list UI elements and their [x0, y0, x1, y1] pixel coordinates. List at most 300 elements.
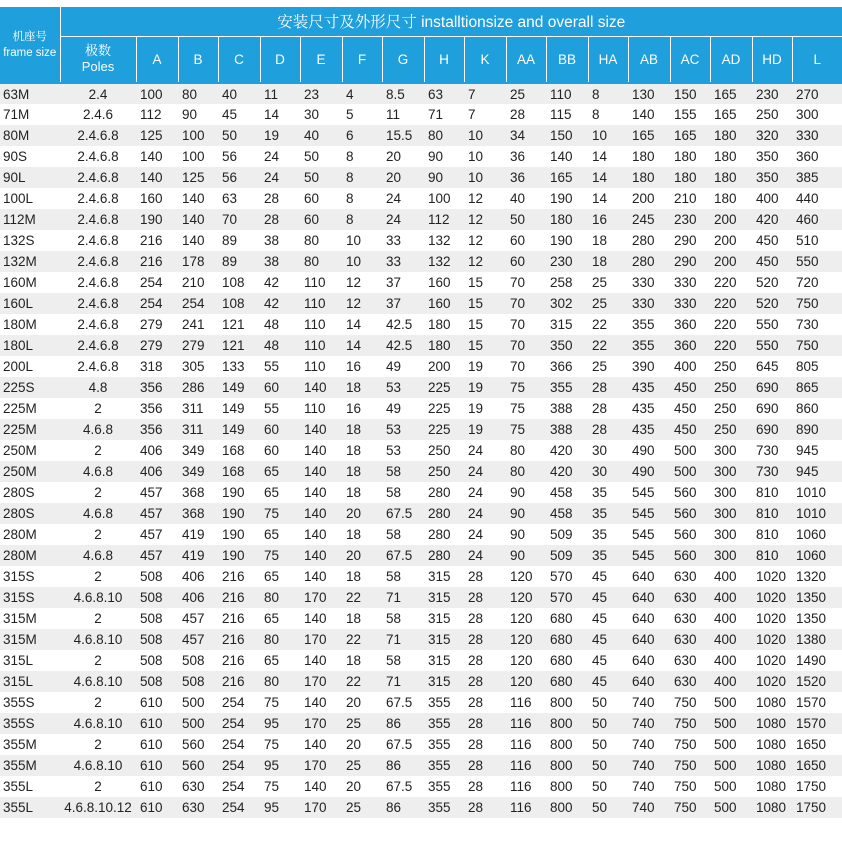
dimension-cell: 90: [506, 503, 546, 524]
dimension-cell: 300: [792, 104, 842, 125]
dimension-cell: 560: [178, 755, 218, 776]
frame-size-cell: 225M: [0, 398, 60, 419]
dimension-cell: 630: [178, 776, 218, 797]
dimension-cell: 457: [136, 503, 178, 524]
dimension-cell: 508: [136, 566, 178, 587]
dimension-cell: 286: [178, 377, 218, 398]
dimension-cell: 311: [178, 398, 218, 419]
dimension-cell: 58: [382, 461, 424, 482]
dimension-cell: 15: [464, 272, 506, 293]
dimension-cell: 18: [342, 650, 382, 671]
dimension-cell: 63: [218, 188, 260, 209]
dimension-cell: 24: [464, 461, 506, 482]
poles-cell: 2.4.6.8: [60, 293, 136, 314]
column-header-e: E: [300, 36, 342, 83]
dimension-cell: 140: [136, 167, 178, 188]
dimension-cell: 355: [424, 734, 464, 755]
dimension-cell: 750: [792, 335, 842, 356]
dimension-cell: 366: [546, 356, 588, 377]
poles-cell: 2.4.6.8: [60, 335, 136, 356]
dimension-cell: 250: [424, 461, 464, 482]
poles-cell: 2: [60, 692, 136, 713]
dimension-cell: 508: [136, 650, 178, 671]
dimension-cell: 230: [670, 209, 710, 230]
frame-size-cell: 315S: [0, 587, 60, 608]
dimension-cell: 53: [382, 419, 424, 440]
dimension-cell: 190: [546, 188, 588, 209]
dimension-cell: 90: [506, 524, 546, 545]
dimension-cell: 20: [342, 545, 382, 566]
dimension-cell: 810: [752, 545, 792, 566]
column-header-ac: AC: [670, 36, 710, 83]
dimension-cell: 630: [670, 608, 710, 629]
dimension-cell: 170: [300, 755, 342, 776]
table-row: [0, 335, 842, 356]
dimension-cell: 80: [506, 461, 546, 482]
dimension-cell: 330: [792, 125, 842, 146]
dimension-cell: 75: [260, 692, 300, 713]
poles-cell: 2: [60, 650, 136, 671]
dimension-cell: 133: [218, 356, 260, 377]
dimension-cell: 140: [300, 377, 342, 398]
dimension-cell: 28: [464, 587, 506, 608]
dimension-cell: 140: [178, 188, 218, 209]
dimension-cell: 170: [300, 629, 342, 650]
dimension-cell: 25: [342, 713, 382, 734]
dimension-cell: 12: [464, 230, 506, 251]
dimension-cell: 500: [710, 755, 752, 776]
dimension-cell: 8: [342, 167, 382, 188]
dimension-cell: 1020: [752, 608, 792, 629]
dimension-cell: 89: [218, 251, 260, 272]
dimension-cell: 180: [710, 188, 752, 209]
dimension-cell: 450: [670, 377, 710, 398]
dimension-cell: 500: [670, 461, 710, 482]
dimension-cell: 1350: [792, 587, 842, 608]
dimension-cell: 640: [628, 566, 670, 587]
dimension-cell: 1520: [792, 671, 842, 692]
dimension-cell: 28: [588, 419, 628, 440]
dimension-cell: 8: [342, 209, 382, 230]
dimension-cell: 20: [342, 734, 382, 755]
dimension-cell: 165: [710, 104, 752, 125]
dimension-cell: 440: [792, 188, 842, 209]
dimension-cell: 55: [260, 398, 300, 419]
dimension-cell: 750: [670, 692, 710, 713]
dimension-cell: 545: [628, 482, 670, 503]
dimension-cell: 330: [670, 272, 710, 293]
table-row: [0, 314, 842, 335]
dimensions-table: [0, 7, 842, 818]
dimension-cell: 406: [178, 566, 218, 587]
dimension-cell: 28: [464, 755, 506, 776]
dimension-cell: 560: [670, 482, 710, 503]
table-row: [0, 356, 842, 377]
dimension-cell: 805: [792, 356, 842, 377]
dimension-cell: 560: [670, 503, 710, 524]
dimension-cell: 349: [178, 440, 218, 461]
frame-size-cell: 180L: [0, 335, 60, 356]
dimension-cell: 140: [546, 146, 588, 167]
dimension-cell: 457: [136, 545, 178, 566]
dimension-cell: 80: [260, 629, 300, 650]
dimension-cell: 65: [260, 482, 300, 503]
dimension-cell: 800: [546, 776, 588, 797]
poles-cell: 2: [60, 398, 136, 419]
dimension-cell: 400: [710, 671, 752, 692]
dimension-cell: 65: [260, 608, 300, 629]
dimension-cell: 50: [218, 125, 260, 146]
dimension-cell: 300: [710, 440, 752, 461]
dimension-cell: 12: [464, 188, 506, 209]
dimension-cell: 50: [588, 713, 628, 734]
frame-size-cell: 132M: [0, 251, 60, 272]
dimension-cell: 18: [588, 251, 628, 272]
dimension-cell: 50: [588, 776, 628, 797]
dimension-cell: 100: [424, 188, 464, 209]
dimension-cell: 250: [424, 440, 464, 461]
dimension-cell: 116: [506, 797, 546, 818]
dimension-cell: 16: [342, 356, 382, 377]
dimension-cell: 178: [178, 251, 218, 272]
dimension-cell: 610: [136, 776, 178, 797]
dimension-cell: 58: [382, 650, 424, 671]
dimension-cell: 170: [300, 587, 342, 608]
dimension-cell: 63: [424, 83, 464, 104]
dimension-cell: 75: [260, 776, 300, 797]
dimension-cell: 80: [178, 83, 218, 104]
dimension-cell: 216: [136, 251, 178, 272]
dimension-cell: 630: [670, 650, 710, 671]
dimension-cell: 116: [506, 776, 546, 797]
dimension-cell: 355: [546, 377, 588, 398]
dimension-cell: 520: [752, 293, 792, 314]
frame-size-cell: 355M: [0, 755, 60, 776]
dimension-cell: 680: [546, 650, 588, 671]
dimension-cell: 16: [588, 209, 628, 230]
dimension-cell: 730: [752, 461, 792, 482]
dimension-cell: 20: [342, 503, 382, 524]
dimension-cell: 28: [260, 188, 300, 209]
dimension-cell: 1570: [792, 692, 842, 713]
dimension-cell: 28: [464, 566, 506, 587]
dimension-cell: 90: [506, 545, 546, 566]
dimension-cell: 355: [424, 776, 464, 797]
dimension-cell: 42.5: [382, 335, 424, 356]
frame-size-cell: 132S: [0, 230, 60, 251]
table-row: [0, 146, 842, 167]
dimension-cell: 140: [300, 419, 342, 440]
dimension-cell: 254: [218, 755, 260, 776]
dimension-cell: 740: [628, 755, 670, 776]
dimension-cell: 800: [546, 797, 588, 818]
dimension-cell: 168: [218, 461, 260, 482]
dimension-cell: 254: [178, 293, 218, 314]
dimension-cell: 125: [136, 125, 178, 146]
dimension-cell: 570: [546, 587, 588, 608]
poles-cell: 4.6.8.10: [60, 713, 136, 734]
frame-size-cell: 180M: [0, 314, 60, 335]
dimension-cell: 280: [628, 251, 670, 272]
dimension-cell: 24: [464, 440, 506, 461]
dimension-cell: 50: [588, 755, 628, 776]
dimension-cell: 132: [424, 230, 464, 251]
dimension-cell: 200: [424, 356, 464, 377]
dimension-cell: 36: [506, 167, 546, 188]
dimension-cell: 140: [300, 482, 342, 503]
dimension-cell: 250: [710, 356, 752, 377]
dimension-cell: 20: [382, 167, 424, 188]
dimension-cell: 457: [178, 629, 218, 650]
dimension-cell: 140: [300, 734, 342, 755]
dimension-cell: 645: [752, 356, 792, 377]
dimension-cell: 38: [260, 230, 300, 251]
dimension-cell: 25: [342, 755, 382, 776]
dimension-cell: 60: [506, 251, 546, 272]
dimension-cell: 55: [260, 356, 300, 377]
dimension-cell: 640: [628, 671, 670, 692]
dimension-cell: 258: [546, 272, 588, 293]
dimension-cell: 406: [136, 461, 178, 482]
table-row: [0, 188, 842, 209]
dimension-cell: 280: [424, 545, 464, 566]
dimension-cell: 435: [628, 377, 670, 398]
dimension-cell: 390: [628, 356, 670, 377]
dimension-cell: 45: [588, 629, 628, 650]
dimension-cell: 225: [424, 398, 464, 419]
dimension-cell: 550: [792, 251, 842, 272]
dimension-cell: 190: [546, 230, 588, 251]
dimension-cell: 80: [506, 440, 546, 461]
dimension-cell: 1350: [792, 608, 842, 629]
table-row: [0, 104, 842, 125]
dimension-cell: 45: [588, 608, 628, 629]
dimension-cell: 42.5: [382, 314, 424, 335]
poles-cell: 2.4.6.8: [60, 125, 136, 146]
dimension-cell: 112: [424, 209, 464, 230]
frame-size-cell: 315M: [0, 608, 60, 629]
frame-size-cell: 71M: [0, 104, 60, 125]
dimension-cell: 355: [424, 692, 464, 713]
dimension-cell: 110: [300, 293, 342, 314]
dimension-cell: 12: [464, 251, 506, 272]
table-row: [0, 650, 842, 671]
dimension-cell: 508: [136, 629, 178, 650]
poles-cell: 2.4.6.8: [60, 167, 136, 188]
poles-cell: 2.4.6.8: [60, 230, 136, 251]
table-row: [0, 692, 842, 713]
dimension-cell: 180: [424, 335, 464, 356]
poles-cell: 4.6.8.10: [60, 587, 136, 608]
dimension-cell: 1080: [752, 692, 792, 713]
dimension-cell: 200: [710, 230, 752, 251]
table-row: [0, 461, 842, 482]
dimension-cell: 330: [628, 272, 670, 293]
dimension-cell: 740: [628, 734, 670, 755]
dimension-cell: 24: [382, 209, 424, 230]
dimension-cell: 810: [752, 482, 792, 503]
dimension-cell: 100: [136, 83, 178, 104]
dimension-cell: 216: [218, 587, 260, 608]
poles-cell: 4.6.8: [60, 503, 136, 524]
table-title: 安装尺寸及外形尺寸 installtionsize and overall size: [60, 7, 842, 36]
dimension-cell: 1080: [752, 776, 792, 797]
dimension-cell: 110: [300, 356, 342, 377]
dimension-cell: 315: [546, 314, 588, 335]
dimension-cell: 330: [628, 293, 670, 314]
dimension-cell: 640: [628, 650, 670, 671]
dimension-cell: 500: [178, 692, 218, 713]
dimension-cell: 120: [506, 587, 546, 608]
dimension-cell: 140: [300, 440, 342, 461]
dimension-cell: 48: [260, 314, 300, 335]
dimension-cell: 508: [136, 608, 178, 629]
dimension-cell: 90: [178, 104, 218, 125]
dimension-cell: 33: [382, 251, 424, 272]
dimension-cell: 225: [424, 419, 464, 440]
dimension-cell: 510: [792, 230, 842, 251]
dimension-cell: 70: [218, 209, 260, 230]
dimension-cell: 368: [178, 482, 218, 503]
frame-size-cell: 355S: [0, 692, 60, 713]
dimension-cell: 1570: [792, 713, 842, 734]
poles-cell: 4.6.8: [60, 419, 136, 440]
dimension-cell: 140: [178, 230, 218, 251]
frame-size-cell: 100L: [0, 188, 60, 209]
dimension-cell: 450: [752, 251, 792, 272]
dimension-cell: 435: [628, 419, 670, 440]
dimension-cell: 95: [260, 797, 300, 818]
dimension-cell: 60: [260, 377, 300, 398]
dimension-cell: 67.5: [382, 692, 424, 713]
dimension-cell: 419: [178, 545, 218, 566]
dimension-cell: 149: [218, 377, 260, 398]
dimension-cell: 25: [588, 356, 628, 377]
column-header-c: C: [218, 36, 260, 83]
dimension-cell: 20: [382, 146, 424, 167]
dimension-cell: 800: [546, 713, 588, 734]
dimension-cell: 12: [342, 272, 382, 293]
dimension-cell: 400: [710, 566, 752, 587]
dimension-cell: 220: [710, 335, 752, 356]
dimension-cell: 1020: [752, 671, 792, 692]
dimension-cell: 216: [218, 671, 260, 692]
dimension-cell: 28: [464, 713, 506, 734]
dimension-cell: 70: [506, 314, 546, 335]
table-row: [0, 566, 842, 587]
dimension-cell: 22: [342, 671, 382, 692]
poles-cell: 4.6.8.10: [60, 755, 136, 776]
dimension-cell: 360: [670, 335, 710, 356]
dimension-cell: 22: [588, 314, 628, 335]
frame-size-cell: 90L: [0, 167, 60, 188]
dimension-cell: 279: [136, 314, 178, 335]
dimension-cell: 67.5: [382, 503, 424, 524]
dimension-cell: 457: [178, 608, 218, 629]
dimension-cell: 750: [670, 755, 710, 776]
dimension-cell: 140: [300, 503, 342, 524]
dimension-cell: 945: [792, 440, 842, 461]
dimension-cell: 508: [136, 671, 178, 692]
dimension-cell: 58: [382, 482, 424, 503]
dimension-cell: 28: [588, 377, 628, 398]
column-header-h: H: [424, 36, 464, 83]
dimension-cell: 36: [506, 146, 546, 167]
column-header-aa: AA: [506, 36, 546, 83]
dimension-cell: 11: [260, 83, 300, 104]
dimension-cell: 140: [300, 776, 342, 797]
dimension-cell: 545: [628, 545, 670, 566]
dimension-cell: 95: [260, 713, 300, 734]
dimension-cell: 630: [670, 587, 710, 608]
dimension-cell: 28: [464, 629, 506, 650]
dimension-cell: 356: [136, 377, 178, 398]
dimension-cell: 15: [464, 314, 506, 335]
dimension-cell: 170: [300, 797, 342, 818]
dimension-cell: 1020: [752, 587, 792, 608]
dimension-cell: 37: [382, 293, 424, 314]
frame-size-header-en: frame size: [3, 46, 57, 59]
frame-size-cell: 355L: [0, 776, 60, 797]
poles-cell: 2.4.6.8: [60, 356, 136, 377]
dimension-cell: 300: [710, 524, 752, 545]
table-row: [0, 83, 842, 104]
dimension-cell: 720: [792, 272, 842, 293]
dimension-cell: 1020: [752, 566, 792, 587]
dimension-cell: 10: [342, 230, 382, 251]
dimension-cell: 254: [218, 734, 260, 755]
frame-size-cell: 315L: [0, 671, 60, 692]
dimension-cell: 400: [710, 608, 752, 629]
dimension-cell: 75: [260, 545, 300, 566]
dimension-cell: 80: [260, 587, 300, 608]
dimension-cell: 89: [218, 230, 260, 251]
poles-cell: 2: [60, 608, 136, 629]
dimension-cell: 360: [792, 146, 842, 167]
dimension-cell: 60: [300, 188, 342, 209]
dimension-cell: 241: [178, 314, 218, 335]
dimension-cell: 28: [464, 671, 506, 692]
dimension-cell: 160: [424, 293, 464, 314]
dimension-cell: 120: [506, 671, 546, 692]
dimension-cell: 80: [260, 671, 300, 692]
dimension-cell: 20: [342, 776, 382, 797]
poles-header: [60, 36, 136, 83]
dimension-cell: 550: [752, 335, 792, 356]
dimension-cell: 420: [752, 209, 792, 230]
dimension-cell: 165: [670, 125, 710, 146]
dimension-cell: 53: [382, 377, 424, 398]
dimension-cell: 406: [178, 587, 218, 608]
poles-cell: 4.6.8: [60, 461, 136, 482]
dimension-cell: 490: [628, 440, 670, 461]
dimension-cell: 216: [136, 230, 178, 251]
dimension-cell: 25: [342, 797, 382, 818]
table-row: [0, 776, 842, 797]
dimension-cell: 18: [342, 440, 382, 461]
dimension-cell: 24: [382, 188, 424, 209]
frame-size-header: [0, 7, 60, 83]
dimension-cell: 690: [752, 377, 792, 398]
dimension-cell: 190: [218, 482, 260, 503]
dimension-cell: 42: [260, 293, 300, 314]
dimension-cell: 168: [218, 440, 260, 461]
dimension-cell: 22: [342, 629, 382, 650]
table-row: [0, 377, 842, 398]
dimension-cell: 350: [752, 167, 792, 188]
dimension-cell: 355: [424, 797, 464, 818]
dimension-cell: 450: [670, 398, 710, 419]
